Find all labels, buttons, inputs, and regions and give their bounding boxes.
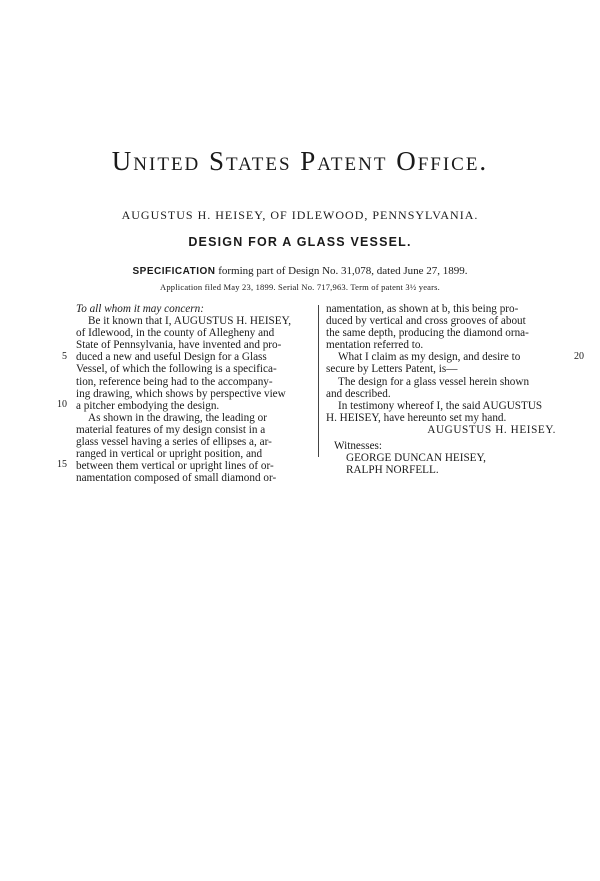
line-number: 10 [57,399,67,410]
body-line: namentation composed of small diamond or- [76,472,277,485]
body-line: namentation, as shown at b, this being pro- [326,303,519,315]
application-line: Application filed May 23, 1899. Serial No. 717,963. Term of patent 3½ years. [159,282,441,292]
body-line: the same depth, producing the diamond orna- [326,327,529,340]
right-column [326,303,562,476]
specification-line [0,265,600,277]
specification-label: SPECIFICATION [132,266,216,277]
body-line: Vessel, of which the following is a specifica- [76,363,277,376]
line-number: 15 [57,459,67,470]
left-column [76,303,312,484]
body-line: glass vessel having a series of ellipses a, ar- [76,436,272,449]
specification-text: forming part of Design No. 31,078, dated June 27, 1899. [218,265,468,277]
inventor-signature: AUGUSTUS H. HEISEY. [427,423,556,436]
line-number: 20 [574,351,584,362]
body-line: between them vertical or upright lines of or- [76,460,274,473]
body-line: duced a new and useful Design for a Glass [76,351,267,364]
witness-name: RALPH NORFELL. [346,464,439,477]
body-line: secure by Letters Patent, is— [326,363,458,376]
body-line: State of Pennsylvania, have invented and pro- [76,339,282,352]
line-number: 5 [62,351,67,362]
design-title: DESIGN FOR A GLASS VESSEL. [188,235,412,249]
body-line: material features of my design consist in a [76,423,266,436]
body-line: The design for a glass vessel herein shown [338,375,530,388]
body-line: tion, reference being had to the accompany- [76,375,273,388]
body-line: a pitcher embodying the design. [76,399,220,412]
witnesses-label: Witnesses: [334,440,383,453]
body-line: ranged in vertical or upright position, and [76,448,263,461]
body-line: What I claim as my design, and desire to [338,351,521,364]
office-title: United States Patent Office. [111,146,489,176]
body-line: As shown in the drawing, the leading or [88,411,267,424]
body-line: and described. [326,387,391,400]
body-line: Be it known that I, AUGUSTUS H. HEISEY, [88,315,292,328]
column-divider [318,305,319,457]
body-line: duced by vertical and cross grooves of about [326,315,526,328]
body-line: of Idlewood, in the county of Allegheny and [76,327,275,340]
body-line: In testimony whereof I, the said AUGUSTUS [338,399,543,412]
body-line: ing drawing, which shows by perspective view [76,387,286,400]
body-line: mentation referred to. [326,339,424,352]
body-line: H. HEISEY, have hereunto set my hand. [326,411,507,424]
inventor-line: AUGUSTUS H. HEISEY, OF IDLEWOOD, PENNSYLVANIA. [121,208,479,222]
witness-name: GEORGE DUNCAN HEISEY, [346,452,486,465]
salutation: To all whom it may concern: [76,303,204,315]
